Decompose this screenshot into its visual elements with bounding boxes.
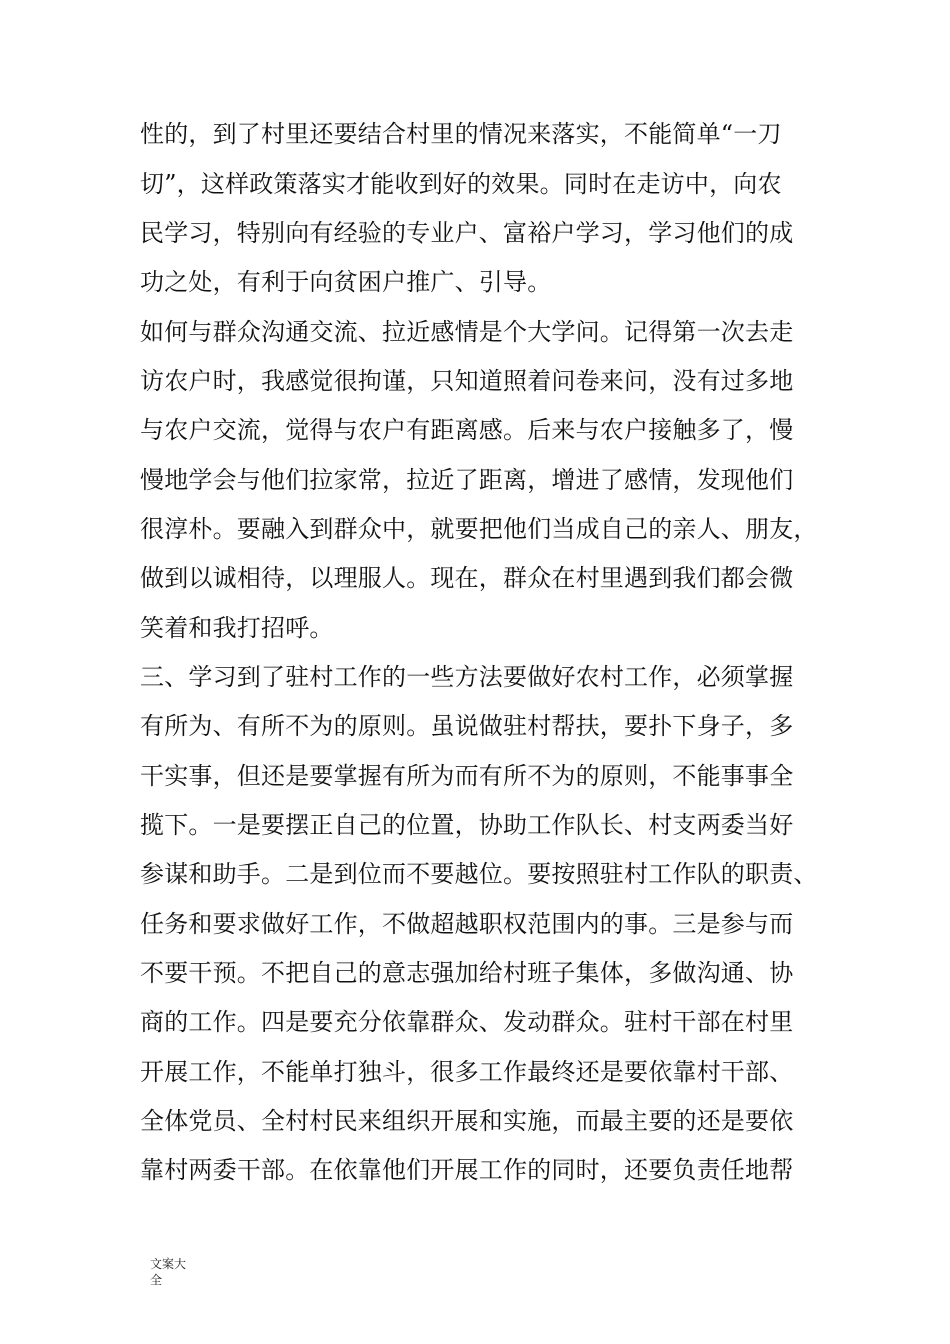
body-text-line: 有所为、有所不为的原则。虽说做驻村帮扶，要扑下身子，多 [140, 712, 794, 740]
body-text-line: 三、学习到了驻村工作的一些方法要做好农村工作，必须掌握 [140, 663, 794, 691]
body-text-line: 与农户交流，觉得与农户有距离感。后来与农户接触多了，慢 [140, 416, 794, 444]
body-text-line: 如何与群众沟通交流、拉近感情是个大学问。记得第一次去走 [140, 318, 794, 346]
body-text-line: 揽下。一是要摆正自己的位置，协助工作队长、村支两委当好 [140, 811, 794, 839]
body-text-line: 全体党员、全村村民来组织开展和实施，而最主要的还是要依 [140, 1107, 794, 1135]
body-text-line: 功之处，有利于向贫困户推广、引导。 [140, 268, 552, 296]
body-text-line: 不要干预。不把自己的意志强加给村班子集体，多做沟通、协 [140, 959, 794, 987]
footer-label [150, 1256, 210, 1288]
body-text-line: 性的，到了村里还要结合村里的情况来落实，不能简单“一刀 [140, 120, 782, 148]
body-text-line: 切”，这样政策落实才能收到好的效果。同时在走访中，向农 [140, 170, 782, 198]
body-text-line: 参谋和助手。二是到位而不要越位。要按照驻村工作队的职责、 [140, 860, 818, 888]
body-text-line: 干实事，但还是要掌握有所为而有所不为的原则，不能事事全 [140, 762, 794, 790]
body-text-line: 笑着和我打招呼。 [140, 614, 334, 642]
body-text-line: 开展工作，不能单打独斗，很多工作最终还是要依靠村干部、 [140, 1058, 794, 1086]
footer-label-line: 文案大 [150, 1257, 187, 1271]
body-text-line: 慢地学会与他们拉家常，拉近了距离，增进了感情，发现他们 [140, 466, 794, 494]
body-text-line: 做到以诚相待，以理服人。现在，群众在村里遇到我们都会微 [140, 564, 794, 592]
body-text-line: 很淳朴。要融入到群众中，就要把他们当成自己的亲人、朋友， [140, 515, 818, 543]
body-text-line: 任务和要求做好工作，不做超越职权范围内的事。三是参与而 [140, 910, 794, 938]
body-text-line: 商的工作。四是要充分依靠群众、发动群众。驻村干部在村里 [140, 1008, 794, 1036]
body-text-line: 民学习，特别向有经验的专业户、富裕户学习，学习他们的成 [140, 219, 794, 247]
body-text-line: 靠村两委干部。在依靠他们开展工作的同时，还要负责任地帮 [140, 1156, 794, 1184]
footer-label-line: 全 [150, 1273, 163, 1287]
body-text-line: 访农户时，我感觉很拘谨，只知道照着问卷来问，没有过多地 [140, 367, 794, 395]
